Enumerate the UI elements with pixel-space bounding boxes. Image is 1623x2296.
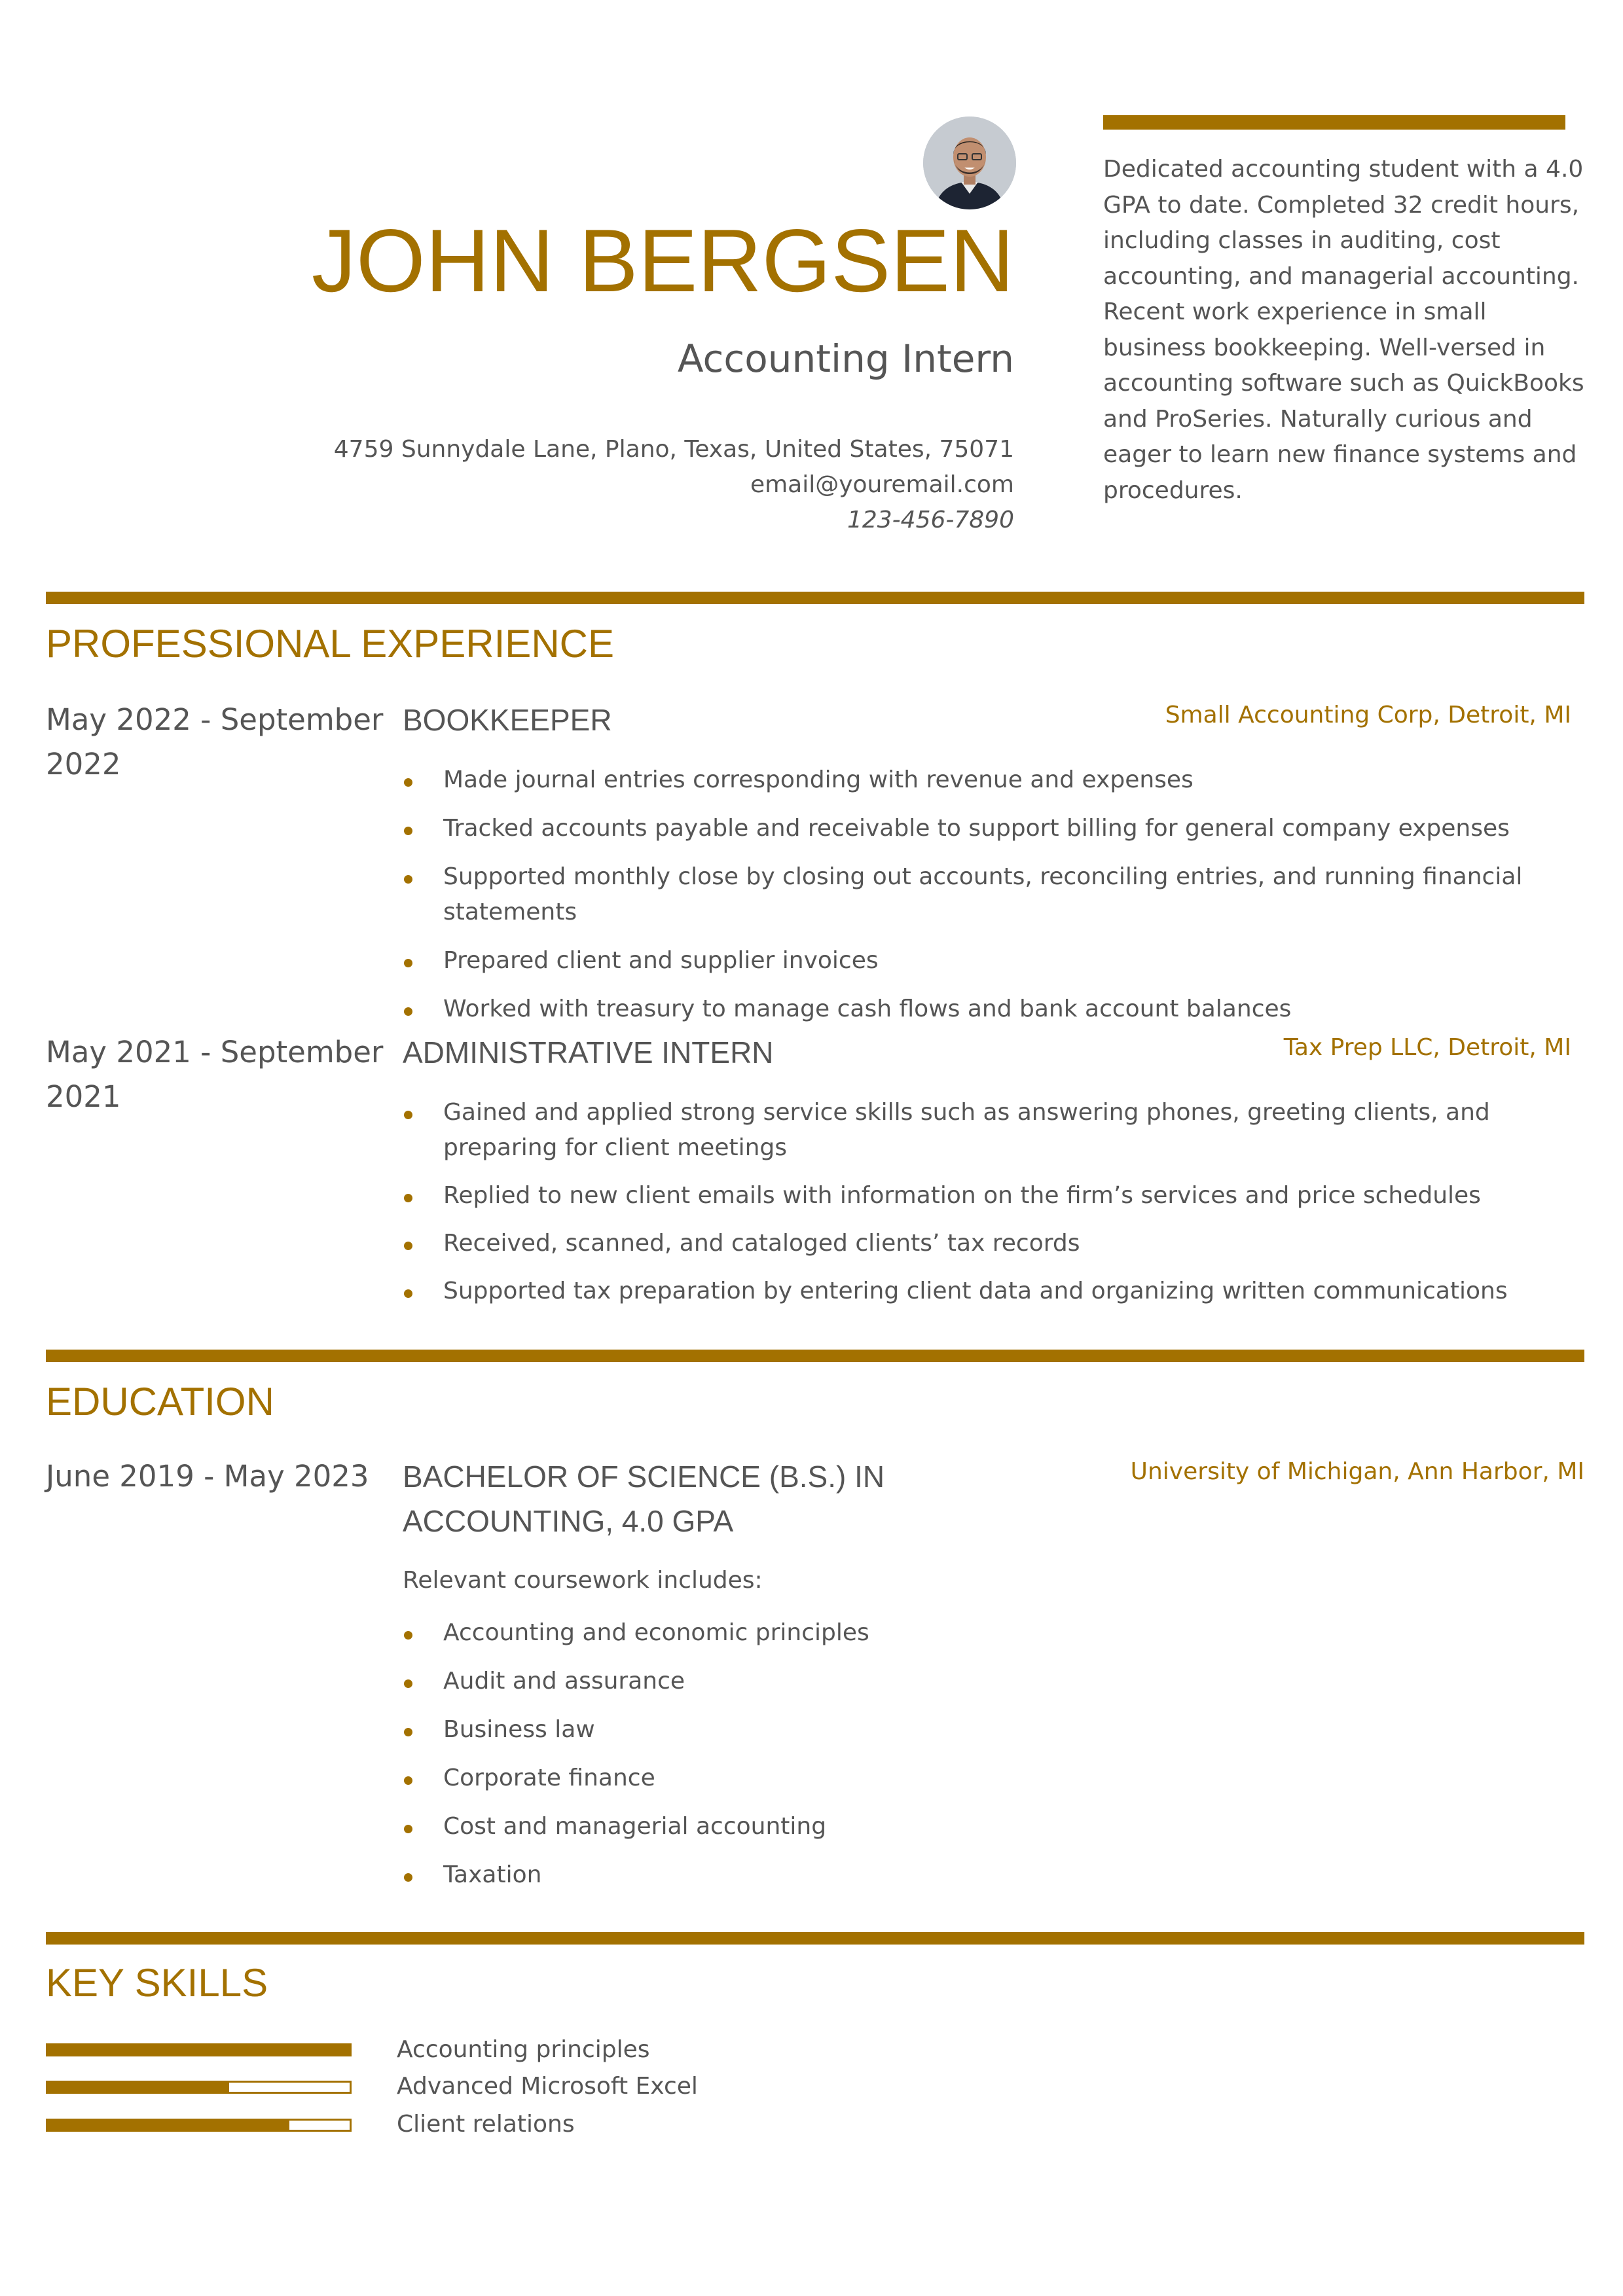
skills-heading: KEY SKILLS bbox=[46, 1961, 268, 2005]
job-role: ADMINISTRATIVE INTERN bbox=[403, 1035, 774, 1069]
list-item: Made journal entries corresponding with revenue and expenses bbox=[403, 762, 1568, 798]
skill-name: Client relations bbox=[397, 2111, 575, 2138]
list-item: Received, scanned, and cataloged clients’ tax records bbox=[403, 1226, 1568, 1261]
list-item: Audit and assurance bbox=[403, 1664, 1568, 1699]
skill-level-bar bbox=[46, 2081, 352, 2094]
skill-level-fill bbox=[48, 2083, 229, 2092]
job-bullets bbox=[403, 762, 1568, 1027]
profile-summary: Dedicated accounting student with a 4.0 GPA to date. Completed 32 credit hours, including classes in auditing, cost accounting, and managerial accounting. Recent work experience in small business bookkeeping. Well-versed in accounting software such as QuickBooks and ProSeries. Naturally curious and eager to learn new finance systems and procedures. bbox=[1103, 156, 1584, 504]
skill-level-bar bbox=[46, 2043, 352, 2056]
list-item: Prepared client and supplier invoices bbox=[403, 943, 1568, 978]
list-item: Cost and managerial accounting bbox=[403, 1809, 1568, 1844]
education-heading: EDUCATION bbox=[46, 1380, 274, 1424]
phone: 123-456-7890 bbox=[847, 507, 1014, 533]
skill-name: Accounting principles bbox=[397, 2036, 650, 2063]
job-title: Accounting Intern bbox=[677, 336, 1014, 381]
skills-divider bbox=[46, 1932, 1584, 1945]
list-item: Tracked accounts payable and receivable to support billing for general company expenses bbox=[403, 811, 1568, 846]
list-item: Business law bbox=[403, 1712, 1568, 1748]
degree-title: BACHELOR OF SCIENCE (B.S.) IN ACCOUNTING, 4.0 GPA bbox=[403, 1460, 885, 1538]
profile-photo bbox=[923, 117, 1016, 209]
skill-level-fill bbox=[48, 2121, 289, 2130]
list-item: Gained and applied strong service skills such as answering phones, greeting clients, and preparing for client meetings bbox=[403, 1095, 1568, 1166]
skill-name: Advanced Microsoft Excel bbox=[397, 2073, 698, 2100]
job-bullets bbox=[403, 1095, 1568, 1309]
job-company: Tax Prep LLC, Detroit, MI bbox=[1283, 1034, 1571, 1061]
avatar-icon bbox=[923, 117, 1016, 209]
list-item: Taxation bbox=[403, 1857, 1568, 1893]
experience-divider bbox=[46, 592, 1584, 604]
job-dates: May 2021 - September 2021 bbox=[46, 1035, 384, 1114]
list-item: Accounting and economic principles bbox=[403, 1615, 1568, 1651]
address: 4759 Sunnydale Lane, Plano, Texas, United States, 75071 bbox=[333, 436, 1014, 463]
job-role: BOOKKEEPER bbox=[403, 703, 612, 737]
job-company: Small Accounting Corp, Detroit, MI bbox=[1165, 702, 1571, 728]
list-item: Supported tax preparation by entering client data and organizing written communications bbox=[403, 1274, 1568, 1309]
email: email@youremail.com bbox=[750, 471, 1014, 498]
list-item: Replied to new client emails with information on the firm’s services and price schedules bbox=[403, 1178, 1568, 1213]
candidate-name: JOHN BERGSEN bbox=[311, 211, 1014, 310]
summary-divider bbox=[1103, 115, 1565, 130]
school-name: University of Michigan, Ann Harbor, MI bbox=[1130, 1458, 1584, 1485]
list-item: Worked with treasury to manage cash flows and bank account balances bbox=[403, 992, 1568, 1027]
contact-info bbox=[334, 432, 1014, 538]
education-divider bbox=[46, 1350, 1584, 1362]
experience-heading: PROFESSIONAL EXPERIENCE bbox=[46, 622, 615, 666]
coursework-intro: Relevant coursework includes: bbox=[403, 1567, 763, 1594]
education-dates: June 2019 - May 2023 bbox=[46, 1459, 369, 1494]
list-item: Corporate finance bbox=[403, 1761, 1568, 1796]
coursework-list bbox=[403, 1615, 1568, 1893]
list-item: Supported monthly close by closing out accounts, reconciling entries, and running financial statements bbox=[403, 859, 1568, 930]
skill-level-fill bbox=[48, 2045, 350, 2054]
job-dates: May 2022 - September 2022 bbox=[46, 702, 384, 781]
skill-level-bar bbox=[46, 2119, 352, 2132]
